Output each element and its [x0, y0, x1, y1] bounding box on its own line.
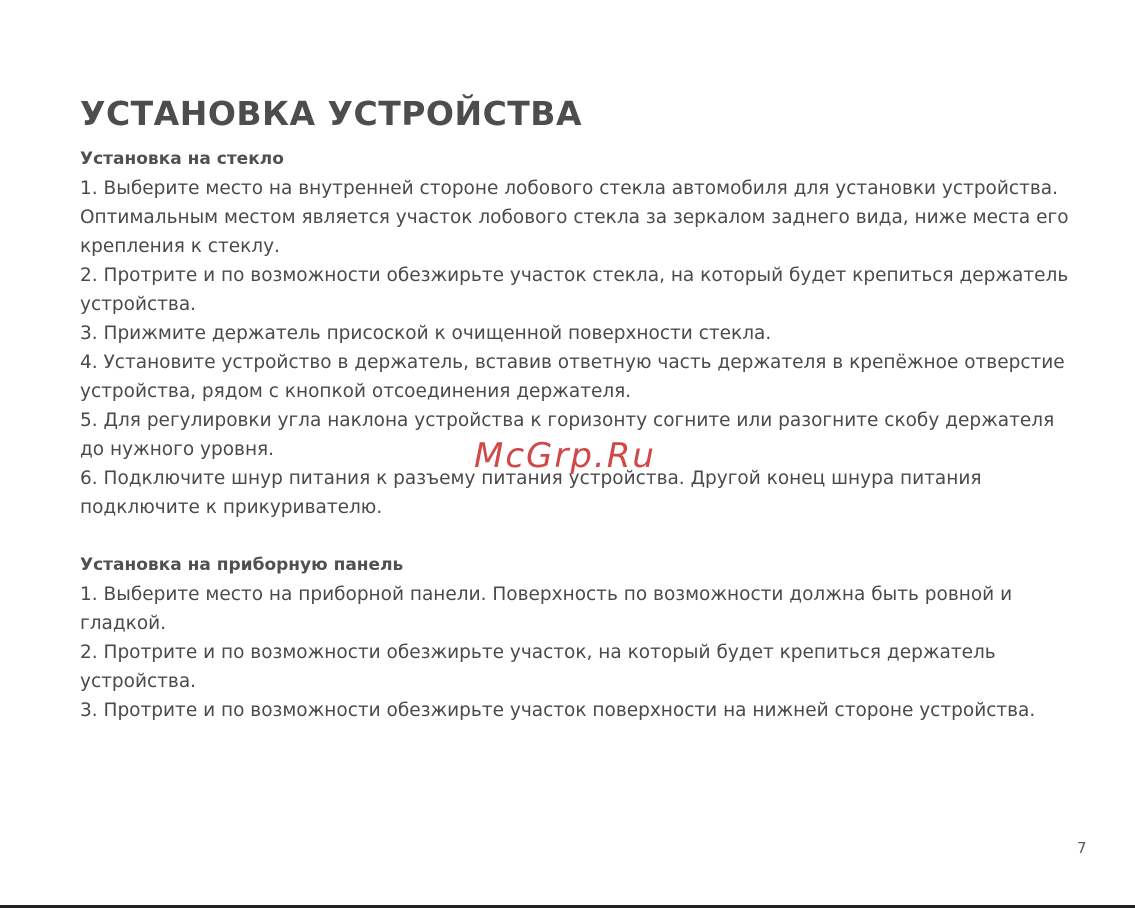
- step-item: 1. Выберите место на внутренней стороне лобового стекла автомобиля для установки устройства. Оптимальным местом является участок лобового стекла за зеркалом заднего вида, ниже места его крепления к стеклу.: [80, 178, 1069, 257]
- document-body: [80, 145, 1080, 725]
- step-item: 2. Протрите и по возможности обезжирьте участок стекла, на который будет крепиться держатель устройства.: [80, 265, 1069, 315]
- step-item: 4. Установите устройство в держатель, вставив ответную часть держателя в крепёжное отверстие устройства, рядом с кнопкой отсоединения держателя.: [80, 352, 1065, 402]
- step-item: 5. Для регулировки угла наклона устройства к горизонту согните или разогните скобу держателя до нужного уровня.: [80, 410, 1055, 460]
- step-item: 2. Протрите и по возможности обезжирьте участок, на который будет крепиться держатель устройства.: [80, 642, 996, 692]
- page-title: УСТАНОВКА УСТРОЙСТВА: [80, 94, 582, 133]
- page-number: 7: [1077, 839, 1087, 857]
- step-item: 3. Прижмите держатель присоской к очищенной поверхности стекла.: [80, 323, 772, 344]
- step-item: 1. Выберите место на приборной панели. Поверхность по возможности должна быть ровной и гладкой.: [80, 584, 1013, 634]
- watermark: McGrp.Ru: [474, 436, 656, 476]
- section-heading: Установка на стекло: [80, 149, 284, 169]
- step-item: 3. Протрите и по возможности обезжирьте участок поверхности на нижней стороне устройства.: [80, 700, 1036, 721]
- step-item: 6. Подключите шнур питания к разъему питания устройства. Другой конец шнура питания подключите к прикуривателю.: [80, 468, 982, 518]
- section-heading: Установка на приборную панель: [80, 555, 404, 575]
- section-dashboard-mount: [80, 551, 1080, 725]
